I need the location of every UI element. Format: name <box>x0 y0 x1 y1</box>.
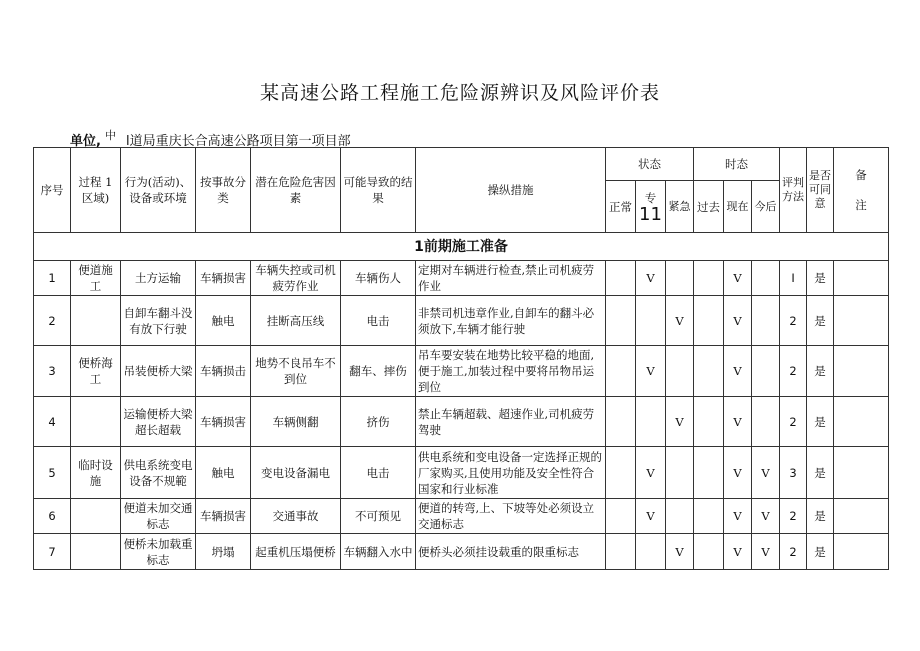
row-future: V <box>752 499 780 534</box>
header-seq: 序号 <box>34 148 71 233</box>
row-urgent <box>666 261 694 296</box>
table-row <box>34 534 889 570</box>
row-measures: 便桥头必须挂设载重的限重标志 <box>416 534 606 570</box>
row-seq: 7 <box>34 534 71 570</box>
row-process: 临时设施 <box>71 447 121 499</box>
header-method: 评判方法 <box>780 148 807 233</box>
row-activity: 供电系统变电设备不规範 <box>121 447 196 499</box>
row-future <box>752 346 780 397</box>
row-process: 便桥海工 <box>71 346 121 397</box>
row-accident: 触电 <box>196 296 251 346</box>
row-accident: 车辆损害 <box>196 261 251 296</box>
row-past <box>694 447 724 499</box>
table-row <box>34 346 889 397</box>
row-method: 2 <box>780 499 807 534</box>
row-past <box>694 261 724 296</box>
header-normal: 正常 <box>606 181 636 233</box>
row-past <box>694 499 724 534</box>
row-activity: 便桥未加载重标志 <box>121 534 196 570</box>
row-accident: 坍塌 <box>196 534 251 570</box>
section-title: 1前期施工准备 <box>34 233 889 261</box>
row-future <box>752 397 780 447</box>
row-accept: 是 <box>807 397 834 447</box>
row-urgent <box>666 346 694 397</box>
row-urgent: V <box>666 296 694 346</box>
table-row <box>34 447 889 499</box>
row-process <box>71 499 121 534</box>
row-past <box>694 397 724 447</box>
row-future: V <box>752 534 780 570</box>
row-measures: 非禁司机违章作业,自卸车的翻斗必须放下,车辆才能行驶 <box>416 296 606 346</box>
row-measures: 便道的转弯,上、下坡等处必须设立交通标志 <box>416 499 606 534</box>
row-remark <box>834 499 889 534</box>
unit-label: 单位, <box>70 134 101 149</box>
row-activity: 运输便桥大梁超长超载 <box>121 397 196 447</box>
row-hazard: 车辆侧翻 <box>251 397 341 447</box>
row-process <box>71 397 121 447</box>
page-title: 某高速公路工程施工危险源辨识及风险评价表 <box>259 82 660 104</box>
row-measures: 供电系统和变电设备一定选择正规的厂家购买,且使用功能及安全性符合国家和行业标准 <box>416 447 606 499</box>
row-hazard: 起重机压塌便桥 <box>251 534 341 570</box>
row-present: V <box>724 296 752 346</box>
row-urgent: V <box>666 397 694 447</box>
header-special-mark: 11 <box>639 203 662 225</box>
row-hazard: 地势不良吊车不到位 <box>251 346 341 397</box>
row-past <box>694 296 724 346</box>
row-hazard: 车辆失控或司机疲劳作业 <box>251 261 341 296</box>
table-row <box>34 499 889 534</box>
row-present: V <box>724 346 752 397</box>
row-accept: 是 <box>807 346 834 397</box>
row-consequence: 翻车、摔伤 <box>341 346 416 397</box>
unit-mid: 中 <box>104 129 116 142</box>
row-consequence: 电击 <box>341 447 416 499</box>
row-accept: 是 <box>807 261 834 296</box>
header-remark-bottom: 注 <box>855 198 867 212</box>
row-seq: 6 <box>34 499 71 534</box>
row-method: 2 <box>780 346 807 397</box>
header-accept: 是否可同意 <box>807 148 834 233</box>
header-process: 过程 1区域) <box>71 148 121 233</box>
row-urgent: V <box>666 534 694 570</box>
row-activity: 吊装便桥大梁 <box>121 346 196 397</box>
row-remark <box>834 346 889 397</box>
row-special <box>636 397 666 447</box>
row-normal <box>606 346 636 397</box>
row-present: V <box>724 534 752 570</box>
row-accept: 是 <box>807 447 834 499</box>
row-urgent <box>666 447 694 499</box>
row-normal <box>606 397 636 447</box>
row-consequence: 车辆伤人 <box>341 261 416 296</box>
header-urgent: 紧急 <box>666 181 694 233</box>
row-remark <box>834 397 889 447</box>
unit-org: l道局重庆长合高速公路项目第一项目部 <box>125 134 351 149</box>
row-consequence: 不可预见 <box>341 499 416 534</box>
row-normal <box>606 447 636 499</box>
header-consequence: 可能导致的结果 <box>341 148 416 233</box>
row-remark <box>834 296 889 346</box>
row-seq: 4 <box>34 397 71 447</box>
row-process <box>71 534 121 570</box>
row-seq: 5 <box>34 447 71 499</box>
row-urgent <box>666 499 694 534</box>
table-body <box>34 261 889 570</box>
table-row <box>34 261 889 296</box>
row-consequence: 挤伤 <box>341 397 416 447</box>
row-present: V <box>724 447 752 499</box>
row-measures: 吊车要安装在地势比较平稳的地面,便于施工,加装过程中要将吊物吊运到位 <box>416 346 606 397</box>
row-special <box>636 534 666 570</box>
header-tense: 时态 <box>694 148 780 181</box>
row-accept: 是 <box>807 499 834 534</box>
row-method: 2 <box>780 534 807 570</box>
row-accident: 车辆损害 <box>196 499 251 534</box>
row-normal <box>606 499 636 534</box>
row-accident: 车辆损害 <box>196 397 251 447</box>
row-accept: 是 <box>807 534 834 570</box>
row-remark <box>834 261 889 296</box>
row-past <box>694 534 724 570</box>
risk-table <box>33 147 889 570</box>
header-accident: 按事故分类 <box>196 148 251 233</box>
row-seq: 2 <box>34 296 71 346</box>
row-method: 3 <box>780 447 807 499</box>
row-past <box>694 346 724 397</box>
row-process <box>71 296 121 346</box>
header-measures: 操纵措施 <box>416 148 606 233</box>
row-normal <box>606 296 636 346</box>
header-remark-top: 备 <box>855 168 867 182</box>
row-method: 2 <box>780 397 807 447</box>
table-row <box>34 397 889 447</box>
header-special-text: 专 <box>644 190 657 205</box>
row-accident: 触电 <box>196 447 251 499</box>
table-row <box>34 296 889 346</box>
header-special <box>636 181 666 233</box>
row-seq: 3 <box>34 346 71 397</box>
row-hazard: 交通事故 <box>251 499 341 534</box>
row-hazard: 变电设备漏电 <box>251 447 341 499</box>
row-special <box>636 296 666 346</box>
header-state: 状态 <box>606 148 694 181</box>
row-consequence: 车辆翻入水中 <box>341 534 416 570</box>
header-remark <box>834 148 889 233</box>
row-consequence: 电击 <box>341 296 416 346</box>
header-hazard: 潜在危险危害因素 <box>251 148 341 233</box>
row-method: 2 <box>780 296 807 346</box>
header-future: 今后 <box>752 181 780 233</box>
row-normal <box>606 534 636 570</box>
row-present: V <box>724 261 752 296</box>
row-special: V <box>636 346 666 397</box>
row-hazard: 挂断高压线 <box>251 296 341 346</box>
row-activity: 自卸车翻斗没有放下行驶 <box>121 296 196 346</box>
row-special: V <box>636 447 666 499</box>
header-past: 过去 <box>694 181 724 233</box>
row-present: V <box>724 397 752 447</box>
row-remark <box>834 534 889 570</box>
row-future: V <box>752 447 780 499</box>
row-seq: 1 <box>34 261 71 296</box>
header-present: 现在 <box>724 181 752 233</box>
header-activity: 行为(活动)、设备或环境 <box>121 148 196 233</box>
row-special: V <box>636 261 666 296</box>
row-remark <box>834 447 889 499</box>
row-normal <box>606 261 636 296</box>
row-present: V <box>724 499 752 534</box>
row-activity: 土方运输 <box>121 261 196 296</box>
row-accept: 是 <box>807 296 834 346</box>
row-special: V <box>636 499 666 534</box>
row-measures: 定期对车辆进行检查,禁止司机疲劳作业 <box>416 261 606 296</box>
row-activity: 便道未加交通标志 <box>121 499 196 534</box>
row-future <box>752 296 780 346</box>
row-process: 便道施工 <box>71 261 121 296</box>
row-measures: 禁止车辆超载、超速作业,司机疲劳驾驶 <box>416 397 606 447</box>
row-future <box>752 261 780 296</box>
row-method: I <box>780 261 807 296</box>
row-accident: 车辆损击 <box>196 346 251 397</box>
